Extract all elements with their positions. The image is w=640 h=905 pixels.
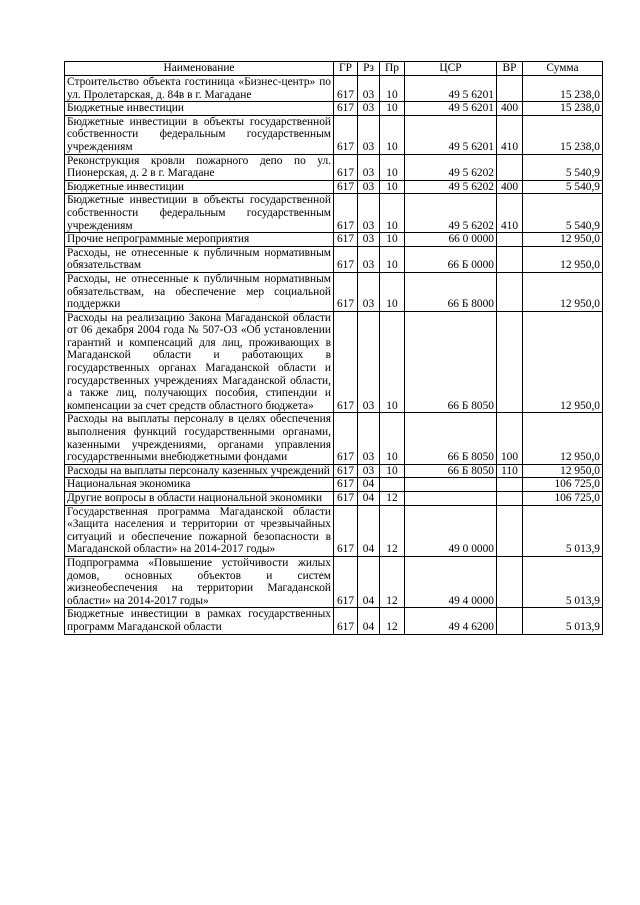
cell-pr: 12: [380, 556, 405, 607]
table-row: [65, 115, 603, 154]
cell-name: Бюджетные инвестиции: [65, 102, 334, 116]
cell-rz: 03: [358, 246, 380, 272]
cell-csr: [405, 492, 497, 506]
cell-csr: 49 4 6200: [405, 608, 497, 634]
cell-pr: 10: [380, 272, 405, 311]
cell-rz: 04: [358, 492, 380, 506]
cell-gr: 617: [334, 608, 358, 634]
cell-name: Расходы, не отнесенные к публичным нормативным обязательствам, на обеспечение мер социальной поддержки: [65, 272, 334, 311]
table-row: [65, 505, 603, 556]
cell-sum: 12 950,0: [523, 272, 603, 311]
cell-sum: 5 013,9: [523, 505, 603, 556]
cell-gr: 617: [334, 115, 358, 154]
table-row: [65, 478, 603, 492]
cell-name: Бюджетные инвестиции в объекты государственной собственности федеральным государственным учреждениям: [65, 115, 334, 154]
cell-sum: 12 950,0: [523, 413, 603, 464]
cell-csr: 49 5 6201: [405, 115, 497, 154]
cell-rz: 03: [358, 311, 380, 413]
cell-pr: 10: [380, 464, 405, 478]
table-row: [65, 413, 603, 464]
cell-csr: 49 5 6202: [405, 194, 497, 233]
cell-pr: 10: [380, 180, 405, 194]
cell-pr: 10: [380, 194, 405, 233]
cell-pr: 12: [380, 492, 405, 506]
cell-vr: [497, 76, 523, 102]
header-vr: ВР: [497, 62, 523, 76]
cell-sum: 12 950,0: [523, 233, 603, 247]
cell-name: Государственная программа Магаданской области «Защита населения и территории от чрезвычайных ситуаций и обеспечение пожарной безопасности в Магаданской области» на 2014-2017 годы»: [65, 505, 334, 556]
cell-vr: 400: [497, 180, 523, 194]
table-row: [65, 76, 603, 102]
cell-csr: 66 Б 8050: [405, 413, 497, 464]
cell-name: Национальная экономика: [65, 478, 334, 492]
cell-csr: 49 4 0000: [405, 556, 497, 607]
cell-sum: 5 540,9: [523, 194, 603, 233]
cell-csr: 49 5 6201: [405, 76, 497, 102]
cell-vr: 410: [497, 115, 523, 154]
cell-rz: 03: [358, 115, 380, 154]
cell-vr: 100: [497, 413, 523, 464]
table-header-row: [65, 62, 603, 76]
cell-csr: 66 Б 8000: [405, 272, 497, 311]
cell-rz: 03: [358, 272, 380, 311]
cell-pr: 10: [380, 76, 405, 102]
cell-vr: [497, 608, 523, 634]
cell-pr: 10: [380, 246, 405, 272]
cell-gr: 617: [334, 311, 358, 413]
cell-rz: 03: [358, 180, 380, 194]
table-row: [65, 180, 603, 194]
cell-name: Бюджетные инвестиции: [65, 180, 334, 194]
cell-name: Прочие непрограммные мероприятия: [65, 233, 334, 247]
cell-sum: 12 950,0: [523, 464, 603, 478]
cell-vr: [497, 505, 523, 556]
cell-name: Другие вопросы в области национальной экономики: [65, 492, 334, 506]
cell-rz: 03: [358, 233, 380, 247]
cell-pr: 10: [380, 102, 405, 116]
cell-name: Строительство объекта гостиница «Бизнес-центр» по ул. Пролетарская, д. 84в в г. Магадане: [65, 76, 334, 102]
cell-csr: 49 5 6201: [405, 102, 497, 116]
cell-rz: 04: [358, 556, 380, 607]
header-sum: Сумма: [523, 62, 603, 76]
cell-sum: 15 238,0: [523, 102, 603, 116]
cell-rz: 03: [358, 102, 380, 116]
cell-csr: 66 0 0000: [405, 233, 497, 247]
cell-gr: 617: [334, 556, 358, 607]
table-row: [65, 233, 603, 247]
cell-gr: 617: [334, 194, 358, 233]
cell-sum: 5 013,9: [523, 556, 603, 607]
cell-rz: 04: [358, 505, 380, 556]
cell-vr: [497, 272, 523, 311]
cell-pr: 12: [380, 608, 405, 634]
cell-pr: 10: [380, 311, 405, 413]
cell-rz: 03: [358, 464, 380, 478]
cell-csr: 66 Б 0000: [405, 246, 497, 272]
cell-sum: 5 540,9: [523, 154, 603, 180]
cell-csr: 66 Б 8050: [405, 464, 497, 478]
cell-sum: 12 950,0: [523, 246, 603, 272]
cell-vr: [497, 556, 523, 607]
cell-csr: [405, 478, 497, 492]
cell-pr: [380, 478, 405, 492]
header-csr: ЦСР: [405, 62, 497, 76]
cell-name: Бюджетные инвестиции в рамках государственных программ Магаданской области: [65, 608, 334, 634]
cell-vr: [497, 492, 523, 506]
cell-csr: 49 0 0000: [405, 505, 497, 556]
cell-csr: 49 5 6202: [405, 180, 497, 194]
cell-vr: [497, 311, 523, 413]
cell-rz: 03: [358, 76, 380, 102]
table-row: [65, 272, 603, 311]
cell-gr: 617: [334, 246, 358, 272]
cell-pr: 10: [380, 413, 405, 464]
cell-gr: 617: [334, 180, 358, 194]
cell-vr: [497, 233, 523, 247]
table-row: [65, 492, 603, 506]
table-row: [65, 556, 603, 607]
table-row: [65, 246, 603, 272]
cell-vr: 400: [497, 102, 523, 116]
cell-name: Расходы на выплаты персоналу в целях обеспечения выполнения функций государственными органами, казенными учреждениями, органами управления государственными внебюджетными фондами: [65, 413, 334, 464]
cell-pr: 12: [380, 505, 405, 556]
cell-sum: 5 540,9: [523, 180, 603, 194]
cell-sum: 12 950,0: [523, 311, 603, 413]
table-row: [65, 464, 603, 478]
header-rz: Рз: [358, 62, 380, 76]
cell-vr: 410: [497, 194, 523, 233]
cell-rz: 03: [358, 413, 380, 464]
cell-name: Подпрограмма «Повышение устойчивости жилых домов, основных объектов и систем жизнеобеспечения на территории Магаданской области» на 2014-2017 годы»: [65, 556, 334, 607]
cell-rz: 04: [358, 608, 380, 634]
header-name: Наименование: [65, 62, 334, 76]
cell-sum: 15 238,0: [523, 115, 603, 154]
cell-vr: 110: [497, 464, 523, 478]
cell-gr: 617: [334, 272, 358, 311]
cell-vr: [497, 154, 523, 180]
cell-sum: 5 013,9: [523, 608, 603, 634]
cell-gr: 617: [334, 233, 358, 247]
cell-pr: 10: [380, 233, 405, 247]
cell-gr: 617: [334, 102, 358, 116]
cell-csr: 49 5 6202: [405, 154, 497, 180]
cell-csr: 66 Б 8050: [405, 311, 497, 413]
table-row: [65, 311, 603, 413]
cell-gr: 617: [334, 413, 358, 464]
cell-name: Расходы на выплаты персоналу казенных учреждений: [65, 464, 334, 478]
cell-pr: 10: [380, 154, 405, 180]
cell-sum: 106 725,0: [523, 492, 603, 506]
cell-rz: 03: [358, 154, 380, 180]
cell-sum: 106 725,0: [523, 478, 603, 492]
cell-sum: 15 238,0: [523, 76, 603, 102]
header-gr: ГР: [334, 62, 358, 76]
cell-vr: [497, 246, 523, 272]
cell-name: Расходы на реализацию Закона Магаданской области от 06 декабря 2004 года № 507-ОЗ «Об установлении гарантий и компенсаций для лиц, проживающих в Магаданской области и работающих в государственных органах Магаданской области и государственных учреждениях Магаданской области, а также лиц, получающих пособия, стипендии и компенсации за счет средств областного бюджета»: [65, 311, 334, 413]
cell-gr: 617: [334, 154, 358, 180]
cell-name: Реконструкция кровли пожарного депо по ул. Пионерская, д. 2 в г. Магадане: [65, 154, 334, 180]
cell-pr: 10: [380, 115, 405, 154]
cell-name: Бюджетные инвестиции в объекты государственной собственности федеральным государственным учреждениям: [65, 194, 334, 233]
cell-gr: 617: [334, 464, 358, 478]
table-row: [65, 608, 603, 634]
cell-vr: [497, 478, 523, 492]
header-pr: Пр: [380, 62, 405, 76]
cell-rz: 03: [358, 194, 380, 233]
cell-rz: 04: [358, 478, 380, 492]
table-row: [65, 194, 603, 233]
cell-gr: 617: [334, 492, 358, 506]
table-row: [65, 102, 603, 116]
cell-name: Расходы, не отнесенные к публичным нормативным обязательствам: [65, 246, 334, 272]
cell-gr: 617: [334, 505, 358, 556]
cell-gr: 617: [334, 478, 358, 492]
table-row: [65, 154, 603, 180]
cell-gr: 617: [334, 76, 358, 102]
table-body: [65, 76, 603, 635]
budget-table: [64, 61, 603, 635]
